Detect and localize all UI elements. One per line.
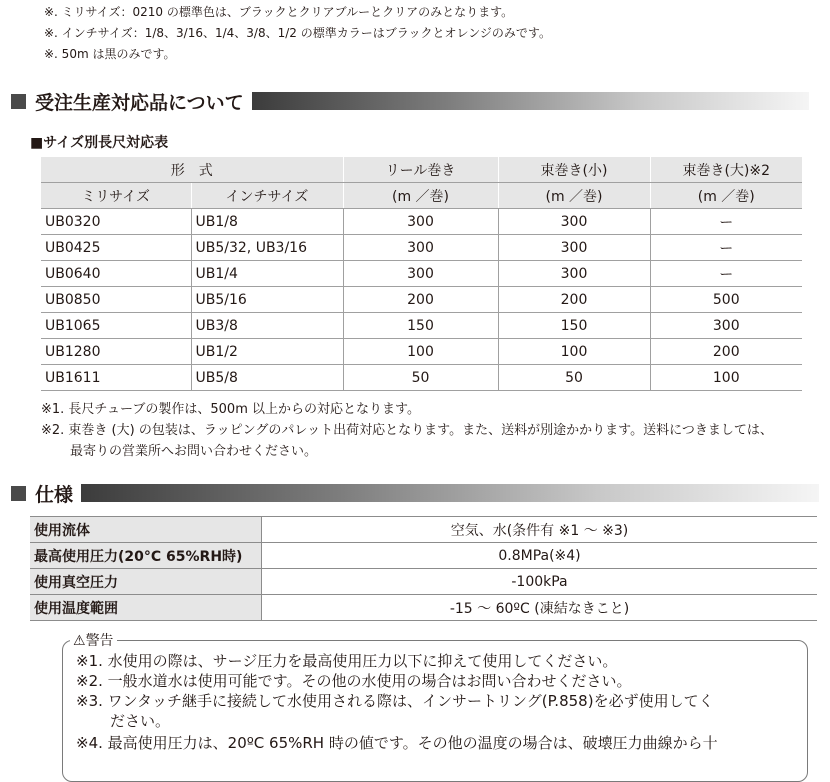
- header-unit-reel: (m ／巻): [343, 183, 498, 209]
- warning-line-1: ※1. 水使用の際は、サージ圧力を最高使用圧力以下に抑えて使用してください。: [76, 652, 618, 670]
- size-table-title: ■サイズ別長尺対応表: [30, 135, 169, 151]
- cell-reel: 100: [343, 339, 498, 365]
- header-unit-large: (m ／巻): [650, 183, 802, 209]
- size-length-table: [41, 157, 802, 391]
- cell-large: ー: [650, 235, 802, 261]
- cell-mm: UB1280: [41, 339, 191, 365]
- table-row: [41, 235, 802, 261]
- header-inch-size: インチサイズ: [191, 183, 343, 209]
- note-standard-color-mm: ※. ミリサイズ：0210 の標準色は、ブラックとクリアブルーとクリアのみとなります。: [44, 5, 514, 19]
- header-bundle-small: 束巻き(小): [498, 157, 650, 183]
- table-row: [41, 365, 802, 391]
- section-square-marker: [11, 94, 26, 109]
- section-title: 仕様: [35, 483, 74, 506]
- table-row: [41, 313, 802, 339]
- header-reel: リール巻き: [343, 157, 498, 183]
- cell-inch: UB5/8: [191, 365, 343, 391]
- spec-row: [30, 517, 817, 543]
- cell-small: 100: [498, 339, 650, 365]
- cell-small: 300: [498, 209, 650, 235]
- note-standard-color-inch: ※. インチサイズ：1/8、3/16、1/4、3/8、1/2 の標準カラーはブラックとオレンジのみです。: [44, 26, 551, 40]
- spec-label: 最高使用圧力(20°C 65%RH時): [30, 543, 262, 569]
- cell-mm: UB1611: [41, 365, 191, 391]
- header-bundle-large: 束巻き(大)※2: [650, 157, 802, 183]
- table-row: [41, 287, 802, 313]
- note-contact-office: 最寄りの営業所へお問い合わせください。: [70, 444, 318, 459]
- warning-line-3: ※3. ワンタッチ継手に接続して水使用される際は、インサートリング(P.858)を必ず使用してく: [76, 692, 714, 710]
- cell-inch: UB1/2: [191, 339, 343, 365]
- cell-small: 50: [498, 365, 650, 391]
- cell-reel: 200: [343, 287, 498, 313]
- cell-reel: 300: [343, 209, 498, 235]
- cell-small: 200: [498, 287, 650, 313]
- spec-row: [30, 569, 817, 595]
- section-gradient-bar: [81, 484, 819, 502]
- cell-large: 300: [650, 313, 802, 339]
- cell-mm: UB1065: [41, 313, 191, 339]
- spec-value: 空気、水(条件有 ※1 ～ ※3): [262, 517, 818, 543]
- note-bundle-large-packaging: ※2. 束巻き (大) の包装は、ラッピングのパレット出荷対応となります。また、送料が別途かかります。送料につきましては、: [41, 423, 773, 438]
- warning-line-2: ※2. 一般水道水は使用可能です。その他の水使用の場合はお問い合わせください。: [76, 672, 632, 690]
- cell-large: 100: [650, 365, 802, 391]
- header-mm-size: ミリサイズ: [41, 183, 191, 209]
- cell-mm: UB0640: [41, 261, 191, 287]
- cell-inch: UB3/8: [191, 313, 343, 339]
- table-row: [41, 209, 802, 235]
- warning-line-4: ※4. 最高使用圧力は、20ºC 65%RH 時の値です。その他の温度の場合は、破壊圧力曲線から十: [76, 734, 718, 752]
- cell-mm: UB0425: [41, 235, 191, 261]
- note-50m-black: ※. 50m は黒のみです。: [44, 47, 176, 61]
- warning-triangle-icon: ⚠: [73, 633, 86, 649]
- section-header-spec: [11, 483, 819, 506]
- cell-reel: 50: [343, 365, 498, 391]
- spec-row: [30, 595, 817, 621]
- cell-small: 300: [498, 235, 650, 261]
- header-unit-small: (m ／巻): [498, 183, 650, 209]
- section-square-marker: [11, 486, 26, 501]
- cell-mm: UB0320: [41, 209, 191, 235]
- table-row: [41, 261, 802, 287]
- cell-inch: UB1/8: [191, 209, 343, 235]
- table-row: [41, 339, 802, 365]
- cell-reel: 300: [343, 261, 498, 287]
- spec-label: 使用真空圧力: [30, 569, 262, 595]
- cell-inch: UB1/4: [191, 261, 343, 287]
- spec-label: 使用温度範囲: [30, 595, 262, 621]
- section-title: 受注生産対応品について: [35, 91, 244, 114]
- spec-value: -100kPa: [262, 569, 818, 595]
- section-header-made-to-order: [11, 91, 809, 114]
- cell-inch: UB5/16: [191, 287, 343, 313]
- header-model: 形 式: [41, 157, 343, 183]
- warning-header: [70, 630, 117, 650]
- spec-label: 使用流体: [30, 517, 262, 543]
- spec-row: [30, 543, 817, 569]
- note-long-tube: ※1. 長尺チューブの製作は、500m 以上からの対応となります。: [41, 402, 420, 417]
- cell-large: ー: [650, 209, 802, 235]
- cell-small: 300: [498, 261, 650, 287]
- warning-line-3-cont: ださい。: [110, 712, 171, 730]
- cell-reel: 300: [343, 235, 498, 261]
- warning-title: 警告: [85, 633, 114, 649]
- cell-mm: UB0850: [41, 287, 191, 313]
- cell-large: 500: [650, 287, 802, 313]
- spec-value: 0.8MPa(※4): [262, 543, 818, 569]
- section-gradient-bar: [252, 92, 809, 110]
- cell-reel: 150: [343, 313, 498, 339]
- spec-value: -15 ～ 60ºC (凍結なきこと): [262, 595, 818, 621]
- cell-inch: UB5/32, UB3/16: [191, 235, 343, 261]
- cell-large: ー: [650, 261, 802, 287]
- cell-small: 150: [498, 313, 650, 339]
- cell-large: 200: [650, 339, 802, 365]
- spec-table: [30, 516, 817, 621]
